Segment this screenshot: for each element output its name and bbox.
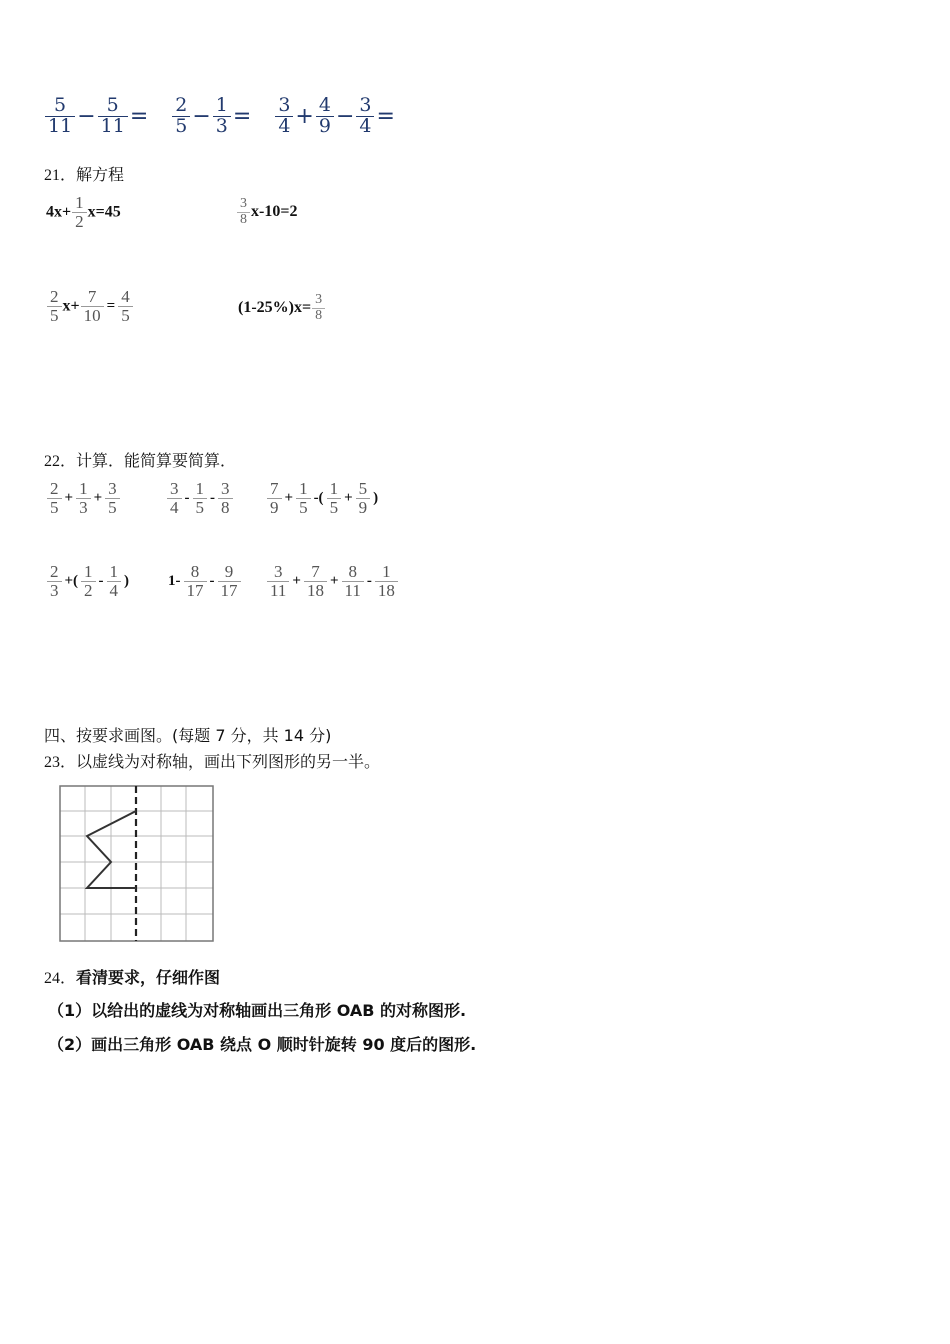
fraction: $\frac{5}{11}$ [98,96,128,137]
fraction: $\frac{2}{5}$ [47,288,62,325]
calc-22-2: $\frac{3}{4}$ - $\frac{1}{5}$ - $\frac{3}{8}$ [166,480,234,517]
fraction: $\frac{5}{9}$ [356,480,371,517]
fraction: $\frac{8}{11}$ [342,563,364,600]
section-4-title: 四、按要求画图。(每题 7 分，共 14 分) [44,726,332,745]
equals: = [232,103,252,129]
equals: = [376,103,395,129]
fraction: $\frac{7}{9}$ [267,480,282,517]
fraction: $\frac{8}{17}$ [184,563,207,600]
fraction: $\frac{7}{10}$ [81,288,104,325]
fraction: $\frac{2}{5}$ [47,480,62,517]
fraction: $\frac{1}{5}$ [193,480,208,517]
fraction: $\frac{2}{3}$ [47,563,62,600]
question-24-heading: 24．看清要求，仔细作图 [44,968,221,987]
fraction: $\frac{1}{3}$ [213,96,231,137]
fraction: $\frac{4}{9}$ [316,96,334,137]
fraction: $\frac{1}{5}$ [296,480,311,517]
equation-21-4: (1-25%)x= $\frac{3}{8}$ [238,293,326,323]
fraction: $\frac{5}{11}$ [45,96,75,137]
fraction: $\frac{3}{8}$ [312,293,325,323]
fraction: $\frac{3}{4}$ [167,480,182,517]
fraction: $\frac{2}{5}$ [172,96,190,137]
fraction: $\frac{3}{5}$ [105,480,120,517]
fraction: $\frac{7}{18}$ [304,563,327,600]
question-23-heading: 23．以虚线为对称轴，画出下列图形的另一半。 [44,752,381,771]
equation-21-3: $\frac{2}{5}$ x+ $\frac{7}{10}$ = $\frac{4}{5}$ [46,288,134,325]
fraction: $\frac{1}{18}$ [375,563,398,600]
fraction: $\frac{1}{3}$ [76,480,91,517]
calc-22-6: $\frac{3}{11}$ + $\frac{7}{18}$ + $\frac{8}{11}$ - $\frac{1}{18}$ [266,563,399,600]
fraction: $\frac{1}{4}$ [107,563,122,600]
operator: + [295,103,314,129]
fraction: $\frac{9}{17}$ [218,563,241,600]
fraction: $\frac{4}{5}$ [118,288,133,325]
fraction: $\frac{3}{11}$ [267,563,289,600]
operator: − [192,103,211,129]
question-21-heading: 21．解方程 [44,165,125,184]
fraction: $\frac{3}{4}$ [275,96,293,137]
fraction: $\frac{3}{4}$ [356,96,374,137]
fraction: $\frac{1}{5}$ [327,480,342,517]
fraction: $\frac{1}{2}$ [81,563,96,600]
symmetry-grid [58,784,218,944]
operator: − [335,103,355,129]
fraction: $\frac{1}{2}$ [72,194,87,231]
calc-22-3: $\frac{7}{9}$ + $\frac{1}{5}$ -( $\frac{1}{5}$ + $\frac{5}{9}$ ) [266,480,380,517]
question-24-part-2: （2）画出三角形 OAB 绕点 O 顺时针旋转 90 度后的图形. [48,1035,477,1054]
fraction: $\frac{3}{8}$ [237,197,250,227]
calc-22-4: $\frac{2}{3}$ +( $\frac{1}{2}$ - $\frac{1}{4}$ ) [46,563,131,600]
equation-21-2: $\frac{3}{8}$ x-10=2 [236,197,297,227]
question-22-heading: 22．计算．能简算要简算． [44,451,237,470]
operator: − [77,103,96,129]
fraction: $\frac{3}{8}$ [218,480,233,517]
equals: = [129,103,149,129]
calc-22-5: 1- $\frac{8}{17}$ - $\frac{9}{17}$ [166,563,242,600]
equation-21-1: 4x+ $\frac{1}{2}$ x=45 [46,193,121,231]
fraction-row-1 [44,96,396,137]
question-24-part-1: （1）以给出的虚线为对称轴画出三角形 OAB 的对称图形. [48,1001,467,1020]
calc-22-1: $\frac{2}{5}$ + $\frac{1}{3}$ + $\frac{3}{5}$ [46,480,121,517]
